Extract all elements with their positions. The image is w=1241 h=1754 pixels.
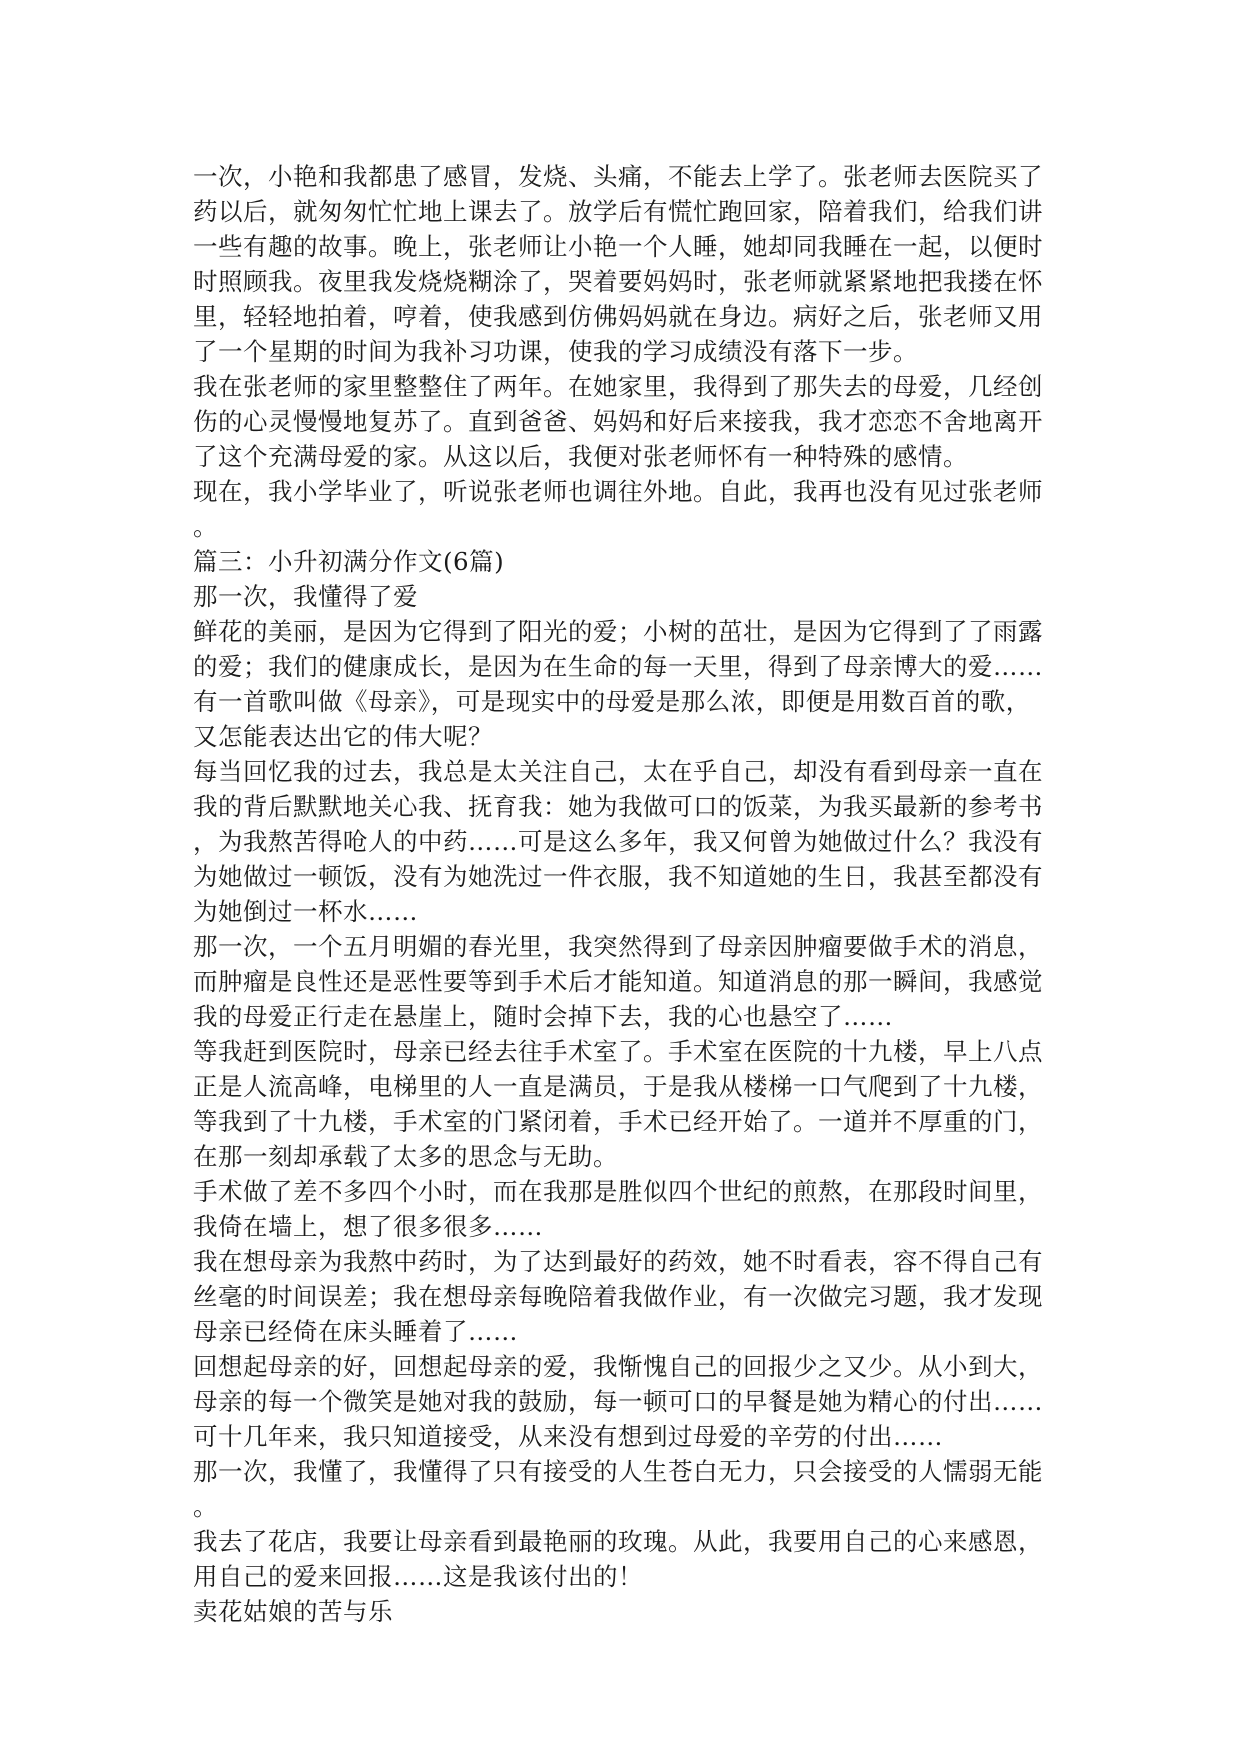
text-line: 现在，我小学毕业了，听说张老师也调往外地。自此，我再也没有见过张老师 (193, 477, 1043, 506)
text-line: 我去了花店，我要让母亲看到最艳丽的玫瑰。从此，我要用自己的心来感恩， (193, 1527, 1043, 1556)
text-line: 了一个星期的时间为我补习功课，使我的学习成绩没有落下一步。 (193, 337, 918, 366)
text-line: 母亲已经倚在床头睡着了…… (193, 1317, 518, 1346)
document-body (193, 159, 1053, 1629)
text-line: 正是人流高峰，电梯里的人一直是满员，于是我从楼梯一口气爬到了十九楼， (193, 1072, 1043, 1101)
text-line: 用自己的爱来回报……这是我该付出的！ (193, 1562, 643, 1591)
text-line: 回想起母亲的好，回想起母亲的爱，我惭愧自己的回报少之又少。从小到大， (193, 1352, 1043, 1381)
text-line: 丝毫的时间误差；我在想母亲每晚陪着我做作业，有一次做完习题，我才发现 (193, 1282, 1043, 1311)
text-line: 。 (193, 512, 218, 541)
text-line: 而肿瘤是良性还是恶性要等到手术后才能知道。知道消息的那一瞬间，我感觉 (193, 967, 1043, 996)
text-line: 我的背后默默地关心我、抚育我：她为我做可口的饭菜，为我买最新的参考书 (193, 792, 1043, 821)
essay-title: 那一次，我懂得了爱 (193, 582, 418, 611)
text-line: 每当回忆我的过去，我总是太关注自己，太在乎自己，却没有看到母亲一直在 (193, 757, 1043, 786)
text-line: 那一次，一个五月明媚的春光里，我突然得到了母亲因肿瘤要做手术的消息， (193, 932, 1043, 961)
text-line: 母亲的每一个微笑是她对我的鼓励，每一顿可口的早餐是她为精心的付出…… (193, 1387, 1043, 1416)
text-line: 有一首歌叫做《母亲》，可是现实中的母爱是那么浓，即便是用数百首的歌， (193, 687, 1031, 716)
text-line: 我倚在墙上，想了很多很多…… (193, 1212, 543, 1241)
text-line: 手术做了差不多四个小时，而在我那是胜似四个世纪的煎熬，在那段时间里， (193, 1177, 1043, 1206)
text-line: ，为我熬苦得呛人的中药……可是这么多年，我又何曾为她做过什么？我没有 (193, 827, 1043, 856)
text-line: 伤的心灵慢慢地复苏了。直到爸爸、妈妈和好后来接我，我才恋恋不舍地离开 (193, 407, 1043, 436)
text-line: 我在想母亲为我熬中药时，为了达到最好的药效，她不时看表，容不得自己有 (193, 1247, 1043, 1276)
essay-title: 卖花姑娘的苦与乐 (193, 1597, 393, 1626)
text-line: 一次，小艳和我都患了感冒，发烧、头痛，不能去上学了。张老师去医院买了 (193, 162, 1043, 191)
text-line: 为她做过一顿饭，没有为她洗过一件衣服，我不知道她的生日，我甚至都没有 (193, 862, 1043, 891)
text-line: 时照顾我。夜里我发烧烧糊涂了，哭着要妈妈时，张老师就紧紧地把我搂在怀 (193, 267, 1043, 296)
text-line: 在那一刻却承载了太多的思念与无助。 (193, 1142, 618, 1171)
text-line: 我在张老师的家里整整住了两年。在她家里，我得到了那失去的母爱，几经创 (193, 372, 1043, 401)
text-line: 为她倒过一杯水…… (193, 897, 418, 926)
text-line: 我的母爱正行走在悬崖上，随时会掉下去，我的心也悬空了…… (193, 1002, 893, 1031)
text-line: 。 (193, 1492, 218, 1521)
section-heading: 篇三：小升初满分作文(6篇) (193, 547, 505, 576)
text-line: 的爱；我们的健康成长，是因为在生命的每一天里，得到了母亲博大的爱…… (193, 652, 1043, 681)
text-line: 里，轻轻地拍着，哼着，使我感到仿佛妈妈就在身边。病好之后，张老师又用 (193, 302, 1043, 331)
text-line: 又怎能表达出它的伟大呢？ (193, 722, 493, 751)
text-line: 了这个充满母爱的家。从这以后，我便对张老师怀有一种特殊的感情。 (193, 442, 968, 471)
text-line: 等我到了十九楼，手术室的门紧闭着，手术已经开始了。一道并不厚重的门， (193, 1107, 1043, 1136)
text-line: 一些有趣的故事。晚上，张老师让小艳一个人睡，她却同我睡在一起，以便时 (193, 232, 1043, 261)
text-line: 可十几年来，我只知道接受，从来没有想到过母爱的辛劳的付出…… (193, 1422, 943, 1451)
text-line: 等我赶到医院时，母亲已经去往手术室了。手术室在医院的十九楼，早上八点 (193, 1037, 1043, 1066)
text-line: 药以后，就匆匆忙忙地上课去了。放学后有慌忙跑回家，陪着我们，给我们讲 (193, 197, 1043, 226)
text-line: 那一次，我懂了，我懂得了只有接受的人生苍白无力，只会接受的人懦弱无能 (193, 1457, 1043, 1486)
text-line: 鲜花的美丽，是因为它得到了阳光的爱；小树的茁壮，是因为它得到了了雨露 (193, 617, 1043, 646)
